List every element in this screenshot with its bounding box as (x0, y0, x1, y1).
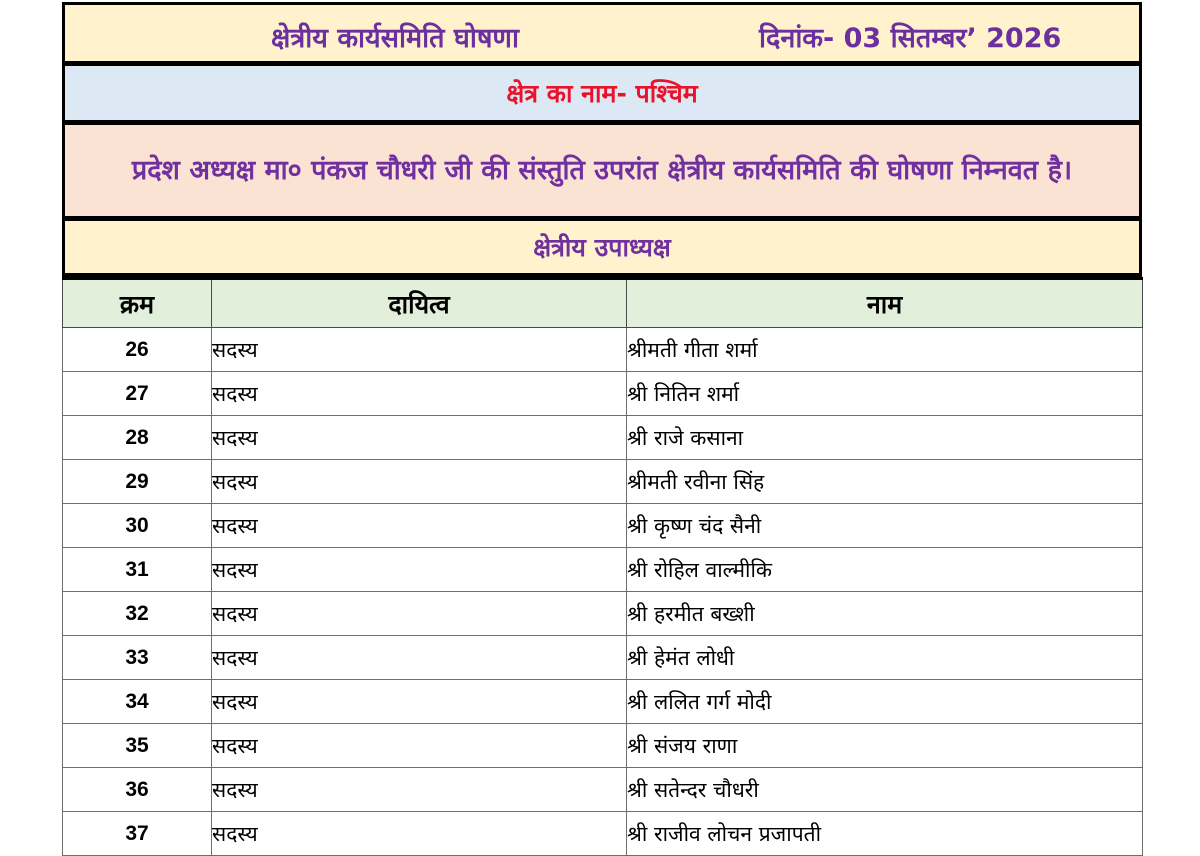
row-serial: 32 (63, 592, 212, 636)
table-row (63, 504, 1143, 548)
region-band (65, 66, 1139, 120)
table-row (63, 636, 1143, 680)
row-serial: 29 (63, 460, 212, 504)
members-table (62, 277, 1143, 856)
row-serial: 26 (63, 328, 212, 372)
intro-text: प्रदेश अध्यक्ष मा० पंकज चौधरी जी की संस्तुति उपरांत क्षेत्रीय कार्यसमिति की घोषणा निम्नवत है। (131, 155, 1073, 186)
row-name: श्री ललित गर्ग मोदी (627, 680, 1143, 724)
column-header-role: दायित्व (212, 279, 627, 328)
table-row (63, 724, 1143, 768)
row-serial: 37 (63, 812, 212, 856)
row-role: सदस्य (212, 372, 627, 416)
table-row (63, 768, 1143, 812)
row-serial: 33 (63, 636, 212, 680)
row-name: श्रीमती रवीना सिंह (627, 460, 1143, 504)
table-row (63, 680, 1143, 724)
row-role: सदस्य (212, 328, 627, 372)
row-role: सदस्य (212, 680, 627, 724)
document-date: दिनांक- 03 सितम्बर’ 2026 (759, 23, 1062, 54)
row-serial: 35 (63, 724, 212, 768)
row-role: सदस्य (212, 724, 627, 768)
table-row (63, 372, 1143, 416)
row-name: श्री राजीव लोचन प्रजापती (627, 812, 1143, 856)
table-row (63, 328, 1143, 372)
row-serial: 36 (63, 768, 212, 812)
row-role: सदस्य (212, 768, 627, 812)
row-name: श्री संजय राणा (627, 724, 1143, 768)
row-role: सदस्य (212, 460, 627, 504)
section-title: क्षेत्रीय उपाध्यक्ष (533, 233, 671, 262)
row-role: सदस्य (212, 416, 627, 460)
row-role: सदस्य (212, 548, 627, 592)
row-name: श्री सतेन्दर चौधरी (627, 768, 1143, 812)
column-header-name: नाम (627, 279, 1143, 328)
table-row (63, 592, 1143, 636)
row-role: सदस्य (212, 504, 627, 548)
row-name: श्री रोहिल वाल्मीकि (627, 548, 1143, 592)
row-name: श्री हरमीत बख्शी (627, 592, 1143, 636)
table-row (63, 548, 1143, 592)
row-name: श्री हेमंत लोधी (627, 636, 1143, 680)
row-name: श्री राजे कसाना (627, 416, 1143, 460)
intro-band (65, 125, 1139, 216)
row-serial: 27 (63, 372, 212, 416)
table-header-row (63, 279, 1143, 328)
table-row (63, 812, 1143, 856)
row-name: श्रीमती गीता शर्मा (627, 328, 1143, 372)
row-name: श्री नितिन शर्मा (627, 372, 1143, 416)
document-title: क्षेत्रीय कार्यसमिति घोषणा (271, 23, 519, 54)
row-serial: 34 (63, 680, 212, 724)
row-role: सदस्य (212, 812, 627, 856)
row-role: सदस्य (212, 636, 627, 680)
region-name: क्षेत्र का नाम- पश्चिम (506, 79, 698, 108)
table-row (63, 460, 1143, 504)
row-role: सदस्य (212, 592, 627, 636)
row-serial: 28 (63, 416, 212, 460)
title-band (65, 5, 1139, 61)
row-name: श्री कृष्ण चंद सैनी (627, 504, 1143, 548)
column-header-serial: क्रम (63, 279, 212, 328)
table-row (63, 416, 1143, 460)
row-serial: 30 (63, 504, 212, 548)
row-serial: 31 (63, 548, 212, 592)
section-band (65, 221, 1139, 273)
